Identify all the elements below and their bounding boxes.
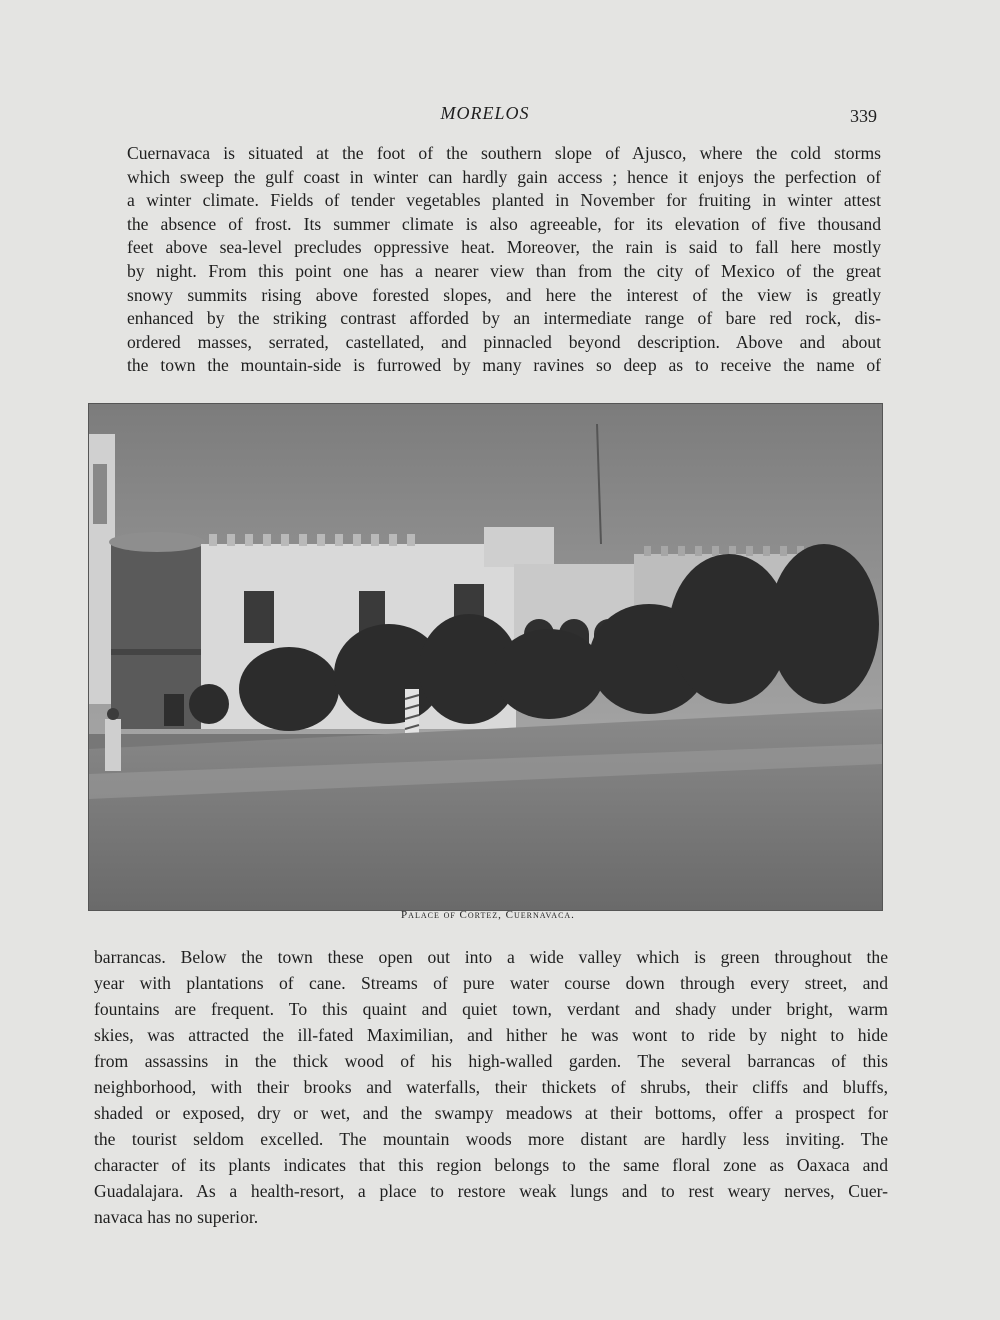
text-line: skies, was attracted the ill-fated Maximilian, and hither he was wont to ride by night to hide — [94, 1025, 888, 1045]
text-line: which sweep the gulf coast in winter can hardly gain access ; hence it enjoys the perfection of — [127, 166, 881, 187]
page-number: 339 — [850, 106, 877, 126]
text-line: from assassins in the thick wood of his high-walled garden. The several barrancas of this — [94, 1051, 888, 1071]
text-line: shaded or exposed, dry or wet, and the swampy meadows at their bottoms, offer a prospect for — [94, 1103, 888, 1123]
text-line: enhanced by the striking contrast afforded by an intermediate range of bare red rock, dis- — [127, 308, 881, 329]
text-line: year with plantations of cane. Streams of pure water course down through every street, and — [94, 973, 888, 993]
text-line: Cuernavaca is situated at the foot of the southern slope of Ajusco, where the cold storms — [127, 143, 881, 163]
text-line: the absence of frost. Its summer climate is also agreeable, for its elevation of five thousand — [127, 213, 881, 234]
palace-photograph — [88, 403, 883, 911]
text-line: by night. From this point one has a nearer view than from the city of Mexico of the great — [127, 260, 881, 281]
paragraph-top — [89, 142, 881, 378]
text-line: barrancas. Below the town these open out into a wide valley which is green throughout the — [94, 947, 888, 967]
text-line: fountains are frequent. To this quaint and quiet town, verdant and shady under bright, warm — [94, 999, 888, 1019]
text-line: a winter climate. Fields of tender vegetables planted in November for fruiting in winter attest — [127, 190, 881, 211]
text-line: neighborhood, with their brooks and waterfalls, their thickets of shrubs, their cliffs and bluffs, — [94, 1077, 888, 1097]
text-line: character of its plants indicates that this region belongs to the same floral zone as Oaxaca and — [94, 1155, 888, 1175]
text-line: Guadalajara. As a health-resort, a place to restore weak lungs and to rest weary nerves, Cuer- — [94, 1181, 888, 1201]
text-line: navaca has no superior. — [94, 1207, 259, 1227]
text-line: the tourist seldom excelled. The mountain woods more distant are hardly less inviting. The — [94, 1129, 888, 1149]
figure-caption: Palace of Cortez, Cuernavaca. — [401, 909, 575, 921]
text-line: feet above sea-level precludes oppressive heat. Moreover, the rain is said to fall here mostly — [127, 237, 881, 258]
running-head: MORELOS — [440, 103, 530, 123]
paragraph-bottom — [94, 944, 888, 1230]
text-line: snowy summits rising above forested slopes, and here the interest of the view is greatly — [127, 284, 881, 305]
text-line: the town the mountain-side is furrowed by many ravines so deep as to receive the name of — [127, 355, 881, 376]
text-line: ordered masses, serrated, castellated, and pinnacled beyond description. Above and about — [127, 331, 881, 352]
palace-photo-illustration — [89, 404, 882, 910]
